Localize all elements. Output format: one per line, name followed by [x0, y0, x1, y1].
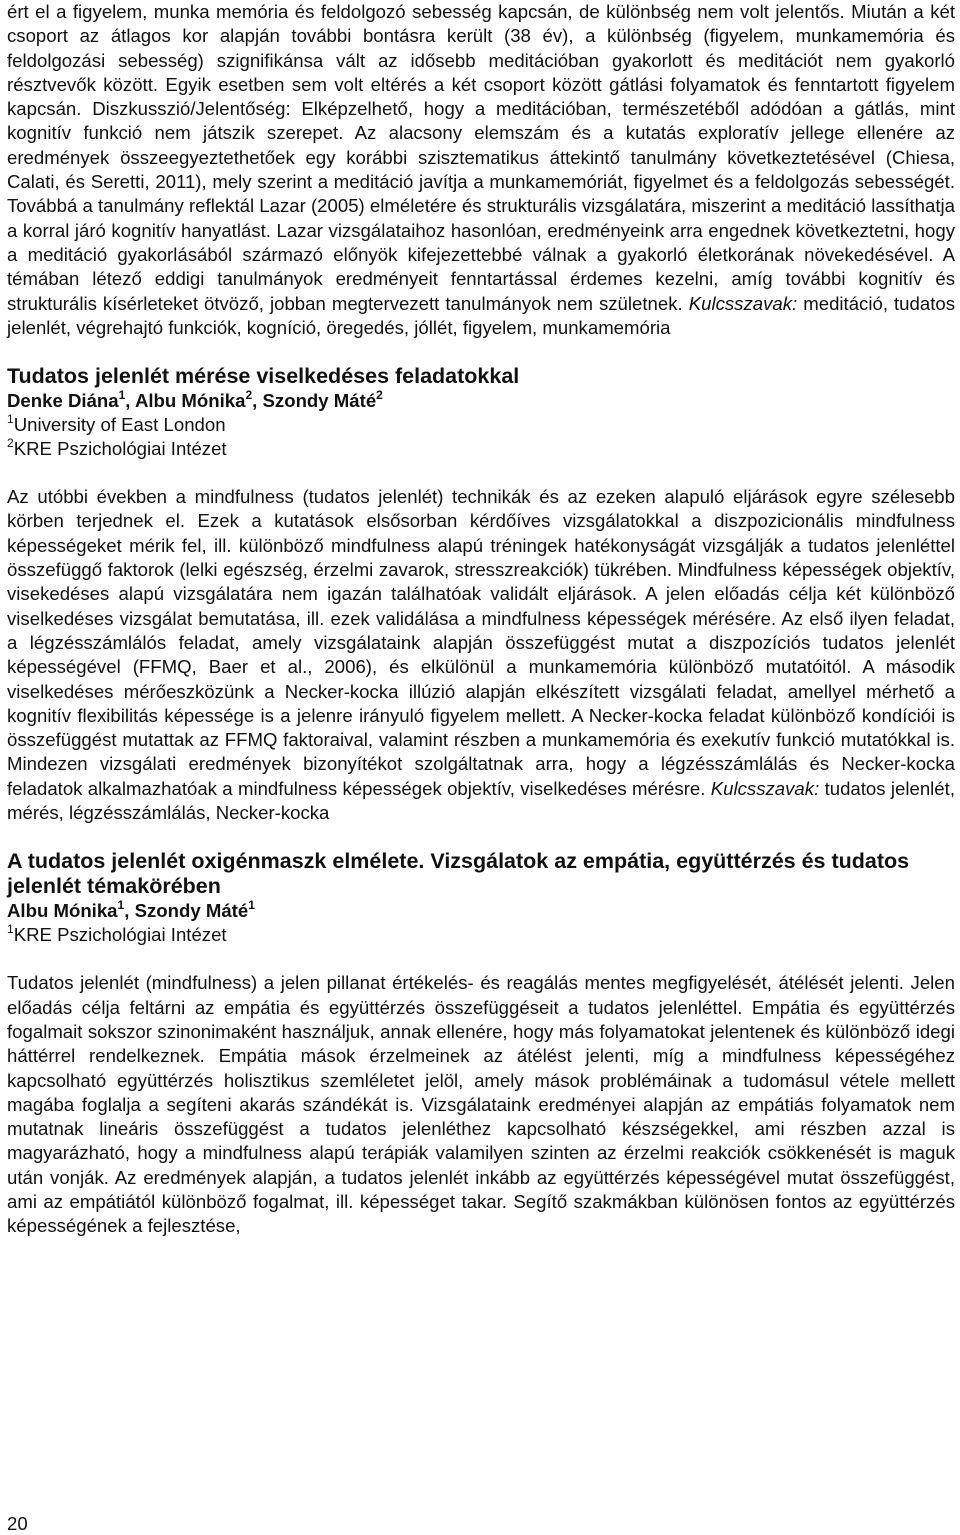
article-2-affiliation-1: [7, 923, 955, 947]
intro-keywords-label: Kulcsszavak:: [688, 292, 798, 314]
article-2-authors: [7, 899, 955, 923]
author-sup: 1: [118, 387, 126, 402]
article-1: [7, 364, 955, 825]
author-sup: 1: [248, 898, 255, 913]
intro-paragraph: [7, 0, 955, 340]
author-separator: ,: [125, 390, 135, 412]
author-name: Szondy Máté: [262, 390, 377, 412]
article-1-affiliation-1: [7, 413, 955, 437]
author-sup: 2: [376, 387, 383, 402]
article-1-keywords-label: Kulcsszavak:: [710, 777, 820, 799]
article-1-abstract-text: Az utóbbi években a mindfulness (tudatos jelenlét) technikák és az ezeken alapuló eljárások egyre szélesebb körben terjednek el. Ezek a kutatások elsősorban kérdőíves vizsgálatokkal a diszpozicionális mindfulness képességeket mérik fel, ill. különböző mindfulness alapú tréningek hatékonyságát vizsgálják a tudatos jelenléttel összefüggő faktorok (lelki egészség, érzelmi zavarok, stresszreakciók) tükrében. Mindfulness képességek objektív, visekedéses alapú vizsgálatára nem igazán találhatóak validált eljárások. A jelen előadás célja két különböző viselkedéses vizsgálat bemutatása, ill. ezek validálása a mindfulness képességek mérésére. Az első ilyen feladat, a légzésszámlálós feladat, amely vizsgálataink alapján összefüggést mutat a diszpozíciós tudatos jelenlét képességével (FFMQ, Baer et al., 2006), és elkülönül a munkamemória különböző mutatóitól. A második viselkedéses mérőeszközünk a Necker-kocka illúzió alapján elkészített vizsgálati feladat, amellyel mérhető a kognitív flexibilitás képessége is a jelenre irányuló figyelem mellett. A Necker-kocka feladat különböző kondíciói is összefüggést mutattak az FFMQ faktoraival, valamint részben a munkamemória és exekutív funkció mutatókkal is. Mindezen vizsgálati eredmények bizonyítékot szolgáltatnak arra, hogy a légzésszámlálás és Necker-kocka feladatok alkalmazhatóak a mindfulness képességek objektív, viselkedéses mérésre.: [7, 486, 955, 799]
affiliation-sup: 2: [7, 435, 14, 450]
article-2: [7, 849, 955, 1238]
author-sup: 2: [245, 387, 253, 402]
affiliation-sup: 1: [7, 411, 14, 426]
document-page: [7, 0, 955, 1239]
article-1-abstract: [7, 485, 955, 825]
author-separator: ,: [252, 390, 263, 412]
article-2-title: A tudatos jelenlét oxigénmaszk elmélete. Vizsgálatok az empátia, együttérzés és tudatos jelenlét témakörében: [7, 849, 910, 899]
article-2-abstract: Tudatos jelenlét (mindfulness) a jelen pillanat értékelés- és reagálás mentes megfigyelését, átélését jelenti. Jelen előadás célja feltárni az empátia és együttérzés összefüggéseit a tudatos jelenléttel. Empátia és együttérzés fogalmait sokszor szinonimaként használjuk, annak ellenére, hogy más folyamatokat jelentenek és különböző idegi háttérrel rendelkeznek. Empátia mások érzelmeinek az átélést jelenti, míg a mindfulness képességéhez kapcsolható együttérzés holisztikus szemléletet jelöl, amely mások problémáinak a tudomásul vétele mellett magába foglalja a segíteni akarás szándékát is. Vizsgálataink eredményei alapján az empátiás folyamatok nem mutatnak lineáris összefüggést a tudatos jelenléthez kapcsolható készségekkel, ami részben azzal is magyarázható, hogy a mindfulness alapú terápiák valamilyen szinten az érzelmi reakciók csökkenését is maguk után vonják. Az eredmények alapján, a tudatos jelenlét inkább az együttérzés képességével mutat összefüggést, ami az empátiától különböző fogalmat, ill. képességet takar. Segítő szakmákban különösen fontos az együttérzés képességének a fejlesztése,: [7, 972, 955, 1237]
intro-keywords: meditáció, tudatos jelenlét, végrehajtó funkciók, kogníció, öregedés, jóllét, figyelem, munkamemória: [7, 292, 956, 338]
affiliation-text: KRE Pszichológiai Intézet: [13, 924, 227, 946]
affiliation-sup: 1: [7, 922, 14, 937]
author-name: Albu Mónika: [7, 900, 118, 922]
article-1-authors: [7, 389, 955, 413]
affiliation-text: University of East London: [13, 414, 226, 436]
article-1-title: Tudatos jelenlét mérése viselkedéses feladatokkal: [7, 364, 520, 389]
author-name: Denke Diána: [7, 390, 119, 412]
author-name: Albu Mónika: [134, 390, 246, 412]
article-1-affiliation-2: [7, 437, 955, 461]
author-sup: 1: [117, 898, 125, 913]
intro-text: ért el a figyelem, munka memória és feldolgozó sebesség kapcsán, de különbség nem volt jelentős. Miután a két csoport az átlagos kor alapján további bontásra került (38 év), a különbség (figyelem, munkamemória és feldolgozási sebesség) szignifikánsa vált az idősebb meditációban gyakorlott és meditációt nem gyakorló résztvevők között. Egyik esetben sem volt eltérés a két csoport között gátlási folyamatok és fenntartott figyelem kapcsán. Diszkusszió/Jelentőség: Elképzelhető, hogy a meditációban, természetéből adódóan a gátlás, mint kognitív funkció nem játszik szerepet. Az alacsony elemszám és a kutatás exploratív jellege ellenére az eredmények összeegyeztethetőek egy korábbi szisztematikus áttekintő tanulmány következtetésével (Chiesa, Calati, és Seretti, 2011), mely szerint a meditáció javítja a munkamemóriát, figyelmet és a feldolgozás sebességét. Továbbá a tanulmány reflektál Lazar (2005) elméletére és strukturális vizsgálatára, miszerint a meditáció lassíthatja a korral járó kognitív hanyatlást. Lazar vizsgálataihoz hasonlóan, eredményeink arra engednek következtetni, hogy a meditáció gyakorlásából származó előnyök kifejezettebbé válnak a gyakorló életkorának növekedésével. A témában létező eddigi tanulmányok eredményeit fenntartással érdemes kezelni, amíg további kognitív és strukturális kísérleteket ötvöző, jobban megtervezett tanulmányok nem születnek.: [7, 1, 955, 314]
affiliation-text: KRE Pszichológiai Intézet: [13, 438, 227, 460]
article-1-keywords: tudatos jelenlét, mérés, légzésszámlálás, Necker-kocka: [7, 777, 955, 824]
page-number: 20: [7, 1513, 28, 1534]
author-name: Szondy Máté: [134, 900, 249, 922]
author-separator: ,: [124, 900, 135, 922]
